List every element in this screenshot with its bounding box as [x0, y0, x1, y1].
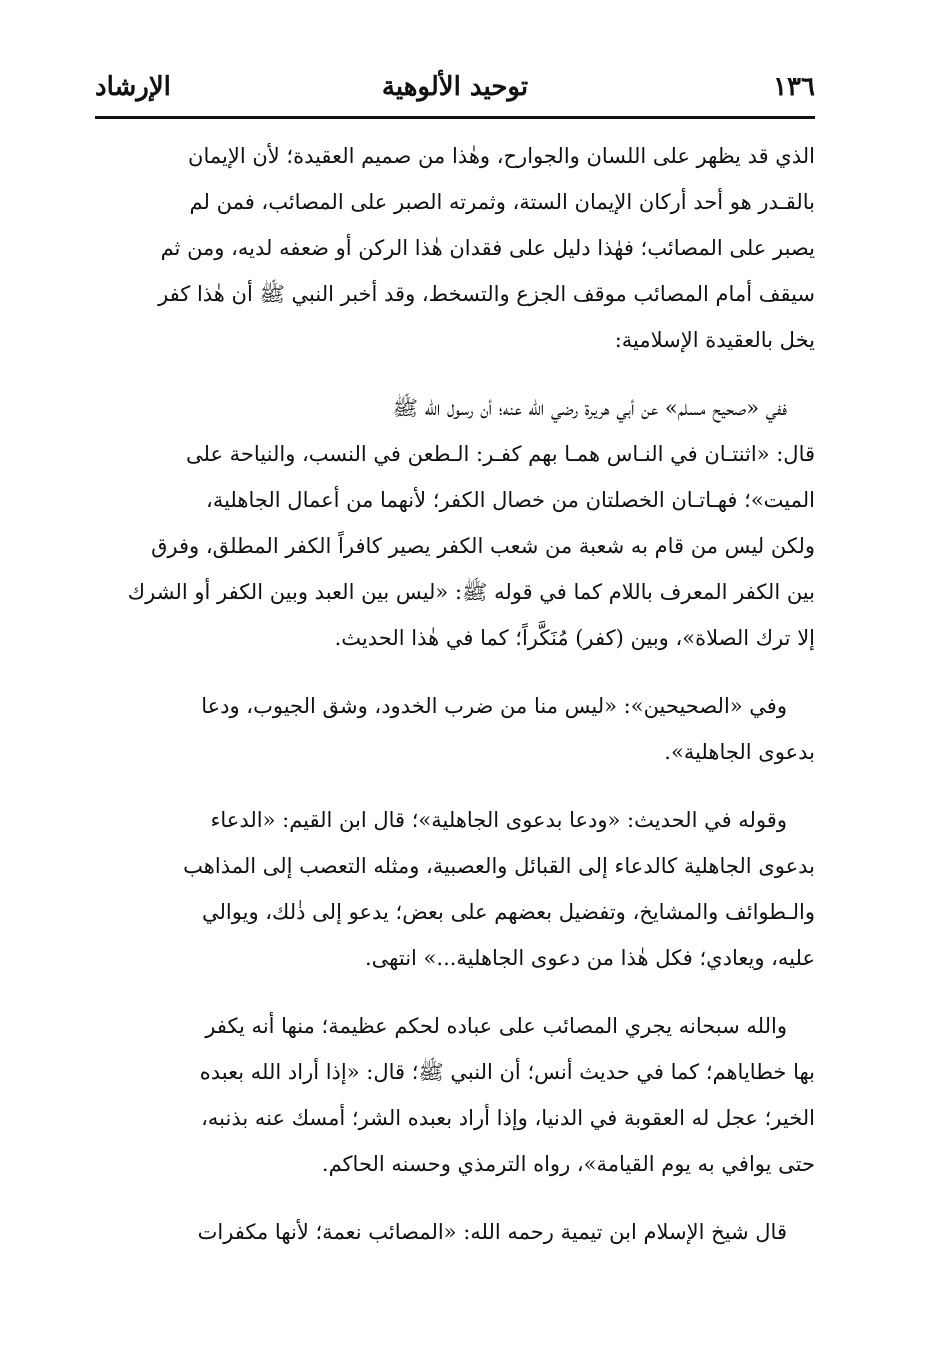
page-number: ١٣٦	[773, 72, 815, 102]
text-line: حتى يوافي به يوم القيامة»، رواه الترمذي وحسنه الحاكم.	[321, 1152, 815, 1176]
paragraph	[95, 133, 815, 363]
text-line: والـطوائف والمشايخ، وتفضيل بعضهم على بعض؛ يدعو إلى ذٰلك، ويوالي	[202, 900, 815, 924]
text-line: والله سبحانه يجري المصائب على عباده لحكم عظيمة؛ منها أنه يكفر	[205, 1014, 787, 1038]
paragraph	[95, 385, 815, 661]
text-line: وفي «الصحيحين»: «ليس منا من ضرب الخدود، وشق الجيوب، ودعا	[201, 694, 787, 718]
text-line: سيقف أمام المصائب موقف الجزع والتسخط، وقد أخبر النبي ﷺ أن هٰذا كفر	[158, 282, 815, 306]
book-name: الإرشاد	[95, 72, 171, 102]
book-page	[95, 64, 815, 1277]
text-line: عليه، ويعادي؛ فكل هٰذا من دعوى الجاهلية...» انتهى.	[365, 946, 815, 970]
text-line: بدعوى الجاهلية كالدعاء إلى القبائل والعصبية، ومثله التعصب إلى المذاهب	[183, 854, 815, 878]
text-line: يصبر على المصائب؛ فهٰذا دليل على فقدان هٰذا الركن أو ضعفه لديه، ومن ثم	[160, 236, 815, 260]
text-line: وقوله في الحديث: «ودعا بدعوى الجاهلية»؛ قال ابن القيم: «الدعاء	[210, 808, 787, 832]
text-line: بين الكفر المعرف باللام كما في قوله ﷺ: «ليس بين العبد وبين الكفر أو الشرك	[127, 580, 815, 604]
paragraph	[95, 683, 815, 775]
page-body	[95, 119, 815, 1255]
text-line: قال شيخ الإسلام ابن تيمية رحمه الله: «المصائب نعمة؛ لأنها مكفرات	[197, 1220, 787, 1244]
text-line: الميت»؛ فهـاتـان الخصلتان من خصال الكفر؛ لأنهما من أعمال الجاهلية،	[206, 488, 815, 512]
running-title: توحيد الألوهية	[381, 72, 529, 102]
paragraph	[95, 1003, 815, 1187]
text-line: الخير؛ عجل له العقوبة في الدنيا، وإذا أراد بعبده الشر؛ أمسك عنه بذنبه،	[201, 1106, 815, 1130]
text-line: ولكن ليس من قام به شعبة من شعب الكفر يصير كافراً الكفر المطلق، وفرق	[151, 534, 815, 558]
text-line: بدعوى الجاهلية».	[664, 740, 815, 764]
paragraph	[95, 1209, 815, 1255]
text-line: إلا ترك الصلاة»، وبين (كفر) مُنَكَّراً؛ كما في هٰذا الحديث.	[334, 626, 815, 650]
paragraph	[95, 797, 815, 981]
text-line: قال: «اثنتـان في النـاس همـا بهم كفـر: الـطعن في النسب، والنياحة على	[185, 442, 815, 466]
text-line: بالقـدر هو أحد أركان الإيمان الستة، وثمرته الصبر على المصائب، فمن لم	[189, 190, 815, 214]
page-header	[95, 64, 815, 119]
text-line: يخل بالعقيدة الإسلامية:	[614, 328, 815, 352]
text-line: ففي «صحيح مسلم» عن أبي هريرة رضي الله عنه؛ أن رسول الله ﷺ	[392, 396, 787, 420]
text-line: بها خطاياهم؛ كما في حديث أنس؛ أن النبي ﷺ؛ قال: «إذا أراد الله بعبده	[199, 1060, 815, 1084]
text-line: الذي قد يظهر على اللسان والجوارح، وهٰذا من صميم العقيدة؛ لأن الإيمان	[188, 144, 815, 168]
